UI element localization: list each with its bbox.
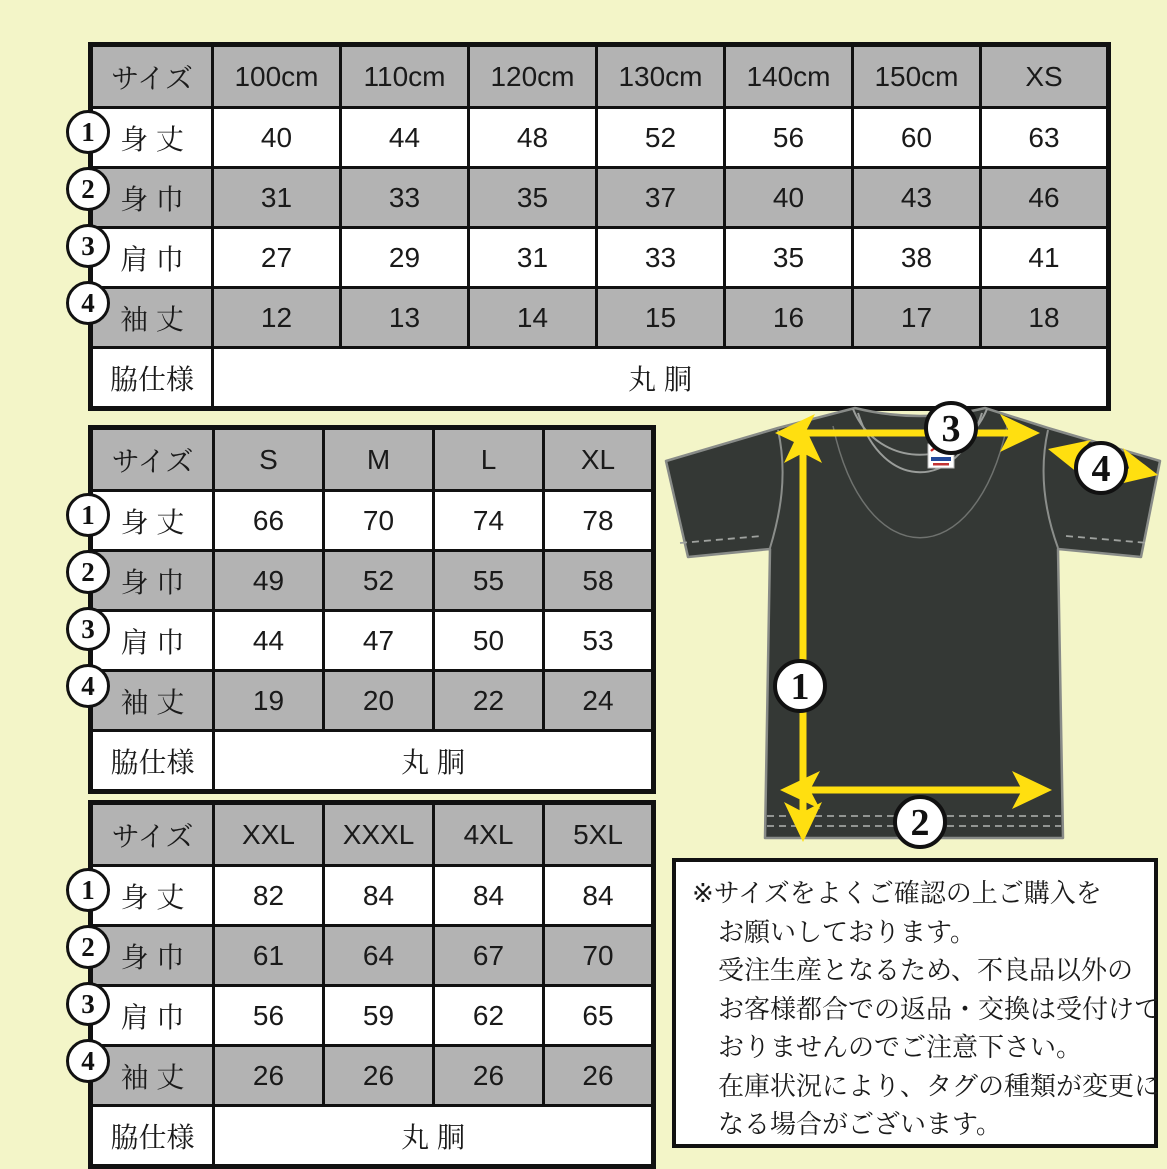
note-line: 受注生産となるため、不良品以外の xyxy=(718,955,1133,985)
note-line: 在庫状況により、タグの種類が変更に xyxy=(718,1070,1161,1101)
note-line: おりませんのでご注意下さい。 xyxy=(718,1032,1083,1062)
value-cell: 82 xyxy=(214,866,324,926)
header-cell: XXL xyxy=(214,803,324,866)
value-cell: 53 xyxy=(544,611,654,671)
row-label: 身 丈 xyxy=(91,108,213,168)
value-cell: 41 xyxy=(981,228,1109,288)
value-cell: 78 xyxy=(544,491,654,551)
header-cell: サイズ xyxy=(91,428,214,491)
svg-text:2: 2 xyxy=(910,802,930,844)
footer-value-cell: 丸 胴 xyxy=(213,348,1109,409)
row-label: 袖 丈 xyxy=(91,671,214,731)
header-cell: 140cm xyxy=(725,45,853,108)
header-cell: 120cm xyxy=(469,45,597,108)
row-marker-1-label: 1 xyxy=(81,874,95,905)
value-cell: 13 xyxy=(341,288,469,348)
diagram-marker-4 xyxy=(1076,443,1126,493)
size-table-adult xyxy=(88,425,656,794)
table-row xyxy=(91,671,654,731)
row-marker-3 xyxy=(66,607,110,651)
table-footer-row xyxy=(91,731,654,792)
table-header-row xyxy=(91,428,654,491)
svg-text:1: 1 xyxy=(790,666,810,708)
diagram-marker-1 xyxy=(775,661,825,711)
header-cell: XL xyxy=(544,428,654,491)
row-marker-3-label: 3 xyxy=(81,988,95,1019)
value-cell: 31 xyxy=(213,168,341,228)
size-table-kids xyxy=(88,42,1111,411)
value-cell: 44 xyxy=(214,611,324,671)
table-row xyxy=(91,926,654,986)
header-cell: 130cm xyxy=(597,45,725,108)
table-row xyxy=(91,288,1109,348)
value-cell: 65 xyxy=(544,986,654,1046)
header-cell: L xyxy=(434,428,544,491)
value-cell: 44 xyxy=(341,108,469,168)
row-marker-2-label: 2 xyxy=(81,556,95,587)
value-cell: 56 xyxy=(214,986,324,1046)
tshirt-measurement-diagram xyxy=(660,395,1167,865)
value-cell: 55 xyxy=(434,551,544,611)
value-cell: 61 xyxy=(214,926,324,986)
value-cell: 33 xyxy=(341,168,469,228)
table-row xyxy=(91,986,654,1046)
row-label: 袖 丈 xyxy=(91,288,213,348)
value-cell: 35 xyxy=(469,168,597,228)
row-label: 袖 丈 xyxy=(91,1046,214,1106)
header-cell: 150cm xyxy=(853,45,981,108)
header-cell: XXXL xyxy=(324,803,434,866)
svg-text:3: 3 xyxy=(941,408,961,450)
row-marker-4 xyxy=(66,1039,110,1083)
size-table-adult-block xyxy=(30,425,656,794)
value-cell: 29 xyxy=(341,228,469,288)
footer-value-cell: 丸 胴 xyxy=(214,1106,654,1167)
value-cell: 58 xyxy=(544,551,654,611)
value-cell: 60 xyxy=(853,108,981,168)
size-table-kids-block xyxy=(30,42,1111,411)
row-label: 脇仕様 xyxy=(91,1106,214,1167)
note-line: ※サイズをよくご確認の上ご購入を xyxy=(692,878,1102,908)
row-label: 肩 巾 xyxy=(91,986,214,1046)
row-marker-2-label: 2 xyxy=(81,931,95,962)
header-cell: S xyxy=(214,428,324,491)
header-cell: XS xyxy=(981,45,1109,108)
row-marker-4-label: 4 xyxy=(81,670,95,701)
value-cell: 17 xyxy=(853,288,981,348)
table-row xyxy=(91,228,1109,288)
value-cell: 70 xyxy=(324,491,434,551)
value-cell: 63 xyxy=(981,108,1109,168)
header-cell: 4XL xyxy=(434,803,544,866)
row-marker-3 xyxy=(66,224,110,268)
note-line: お客様都合での返品・交換は受付けて xyxy=(718,993,1161,1024)
header-cell: サイズ xyxy=(91,803,214,866)
size-table-big-block xyxy=(30,800,656,1169)
size-table-big xyxy=(88,800,656,1169)
table-row xyxy=(91,551,654,611)
row-label: 脇仕様 xyxy=(91,348,213,409)
table-row xyxy=(91,1046,654,1106)
row-label: 身 巾 xyxy=(91,168,213,228)
row-label: 肩 巾 xyxy=(91,611,214,671)
value-cell: 22 xyxy=(434,671,544,731)
row-marker-3 xyxy=(66,982,110,1026)
value-cell: 64 xyxy=(324,926,434,986)
value-cell: 15 xyxy=(597,288,725,348)
value-cell: 50 xyxy=(434,611,544,671)
row-marker-3-label: 3 xyxy=(81,613,95,644)
row-label: 身 丈 xyxy=(91,491,214,551)
table-header-row xyxy=(91,803,654,866)
header-cell: 110cm xyxy=(341,45,469,108)
row-label: 身 巾 xyxy=(91,926,214,986)
value-cell: 24 xyxy=(544,671,654,731)
row-marker-4-label: 4 xyxy=(81,287,95,318)
purchase-note-box xyxy=(672,858,1161,1148)
value-cell: 40 xyxy=(213,108,341,168)
value-cell: 19 xyxy=(214,671,324,731)
value-cell: 84 xyxy=(544,866,654,926)
value-cell: 56 xyxy=(725,108,853,168)
note-line: お願いしております。 xyxy=(718,916,976,947)
value-cell: 27 xyxy=(213,228,341,288)
svg-text:4: 4 xyxy=(1091,448,1111,490)
row-label: 肩 巾 xyxy=(91,228,213,288)
diagram-marker-3 xyxy=(926,403,976,453)
value-cell: 48 xyxy=(469,108,597,168)
value-cell: 84 xyxy=(324,866,434,926)
value-cell: 18 xyxy=(981,288,1109,348)
row-marker-1-label: 1 xyxy=(81,499,95,530)
value-cell: 37 xyxy=(597,168,725,228)
table-header-row xyxy=(91,45,1109,108)
value-cell: 26 xyxy=(544,1046,654,1106)
row-marker-1 xyxy=(66,493,110,537)
value-cell: 33 xyxy=(597,228,725,288)
table-row xyxy=(91,866,654,926)
value-cell: 12 xyxy=(213,288,341,348)
value-cell: 67 xyxy=(434,926,544,986)
table-row xyxy=(91,108,1109,168)
table-footer-row xyxy=(91,1106,654,1167)
value-cell: 84 xyxy=(434,866,544,926)
value-cell: 20 xyxy=(324,671,434,731)
table-row xyxy=(91,168,1109,228)
row-marker-4-label: 4 xyxy=(81,1045,95,1076)
row-marker-2 xyxy=(66,550,110,594)
value-cell: 40 xyxy=(725,168,853,228)
row-marker-4 xyxy=(66,281,110,325)
row-marker-4 xyxy=(66,664,110,708)
value-cell: 38 xyxy=(853,228,981,288)
value-cell: 52 xyxy=(597,108,725,168)
row-label: 身 丈 xyxy=(91,866,214,926)
value-cell: 16 xyxy=(725,288,853,348)
value-cell: 52 xyxy=(324,551,434,611)
value-cell: 31 xyxy=(469,228,597,288)
header-cell: 5XL xyxy=(544,803,654,866)
row-marker-1 xyxy=(66,868,110,912)
value-cell: 74 xyxy=(434,491,544,551)
value-cell: 66 xyxy=(214,491,324,551)
row-label: 身 巾 xyxy=(91,551,214,611)
table-row xyxy=(91,491,654,551)
row-marker-3-label: 3 xyxy=(81,230,95,261)
row-label: 脇仕様 xyxy=(91,731,214,792)
value-cell: 49 xyxy=(214,551,324,611)
value-cell: 43 xyxy=(853,168,981,228)
table-row xyxy=(91,611,654,671)
value-cell: 62 xyxy=(434,986,544,1046)
header-cell: サイズ xyxy=(91,45,213,108)
header-cell: 100cm xyxy=(213,45,341,108)
row-marker-2 xyxy=(66,167,110,211)
value-cell: 26 xyxy=(214,1046,324,1106)
value-cell: 26 xyxy=(434,1046,544,1106)
header-cell: M xyxy=(324,428,434,491)
row-marker-1-label: 1 xyxy=(81,116,95,147)
value-cell: 59 xyxy=(324,986,434,1046)
value-cell: 26 xyxy=(324,1046,434,1106)
value-cell: 46 xyxy=(981,168,1109,228)
footer-value-cell: 丸 胴 xyxy=(214,731,654,792)
value-cell: 14 xyxy=(469,288,597,348)
value-cell: 47 xyxy=(324,611,434,671)
value-cell: 70 xyxy=(544,926,654,986)
row-marker-1 xyxy=(66,110,110,154)
row-marker-2-label: 2 xyxy=(81,173,95,204)
row-marker-2 xyxy=(66,925,110,969)
value-cell: 35 xyxy=(725,228,853,288)
note-line: なる場合がございます。 xyxy=(718,1109,1002,1139)
diagram-marker-2 xyxy=(895,797,945,847)
